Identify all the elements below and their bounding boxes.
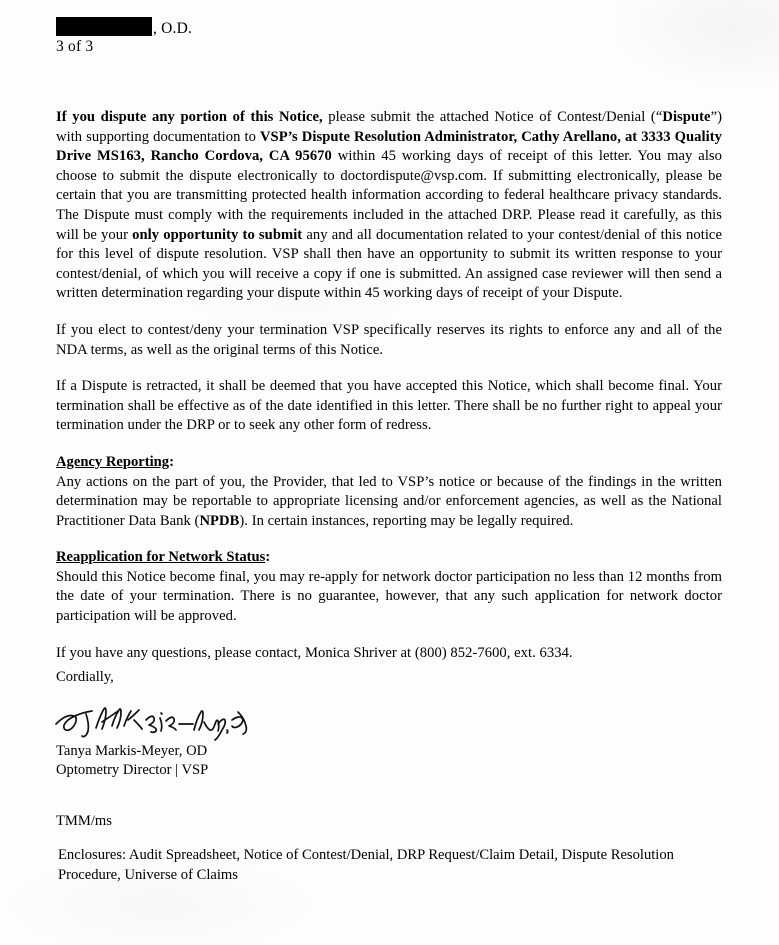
paragraph-contact: If you have any questions, please contact, Monica Shriver at (800) 852-7600, ext. 6334.	[56, 644, 573, 661]
dispute-text-e: any and all documentation related to your contest/denial of this notice for this level of dispute resolution. VSP shall then have an opportunity to submit its written response to your contest/denial, of which you will receive a copy if one is submitted. An assigned case reviewer will then send a written determination regarding your dispute within 45 working days of receipt of your Dispute.	[56, 226, 722, 302]
section-heading-agency-reporting	[56, 453, 722, 473]
signature-block	[56, 742, 208, 779]
dispute-text-c: ”) with supporting documentation to	[56, 109, 722, 145]
letter-header	[56, 12, 456, 56]
dispute-text-a: please submit the attached Notice of Contest/Denial (“	[322, 109, 663, 125]
section-heading-reapplication	[56, 548, 722, 568]
dispute-term-bold: Dispute	[662, 109, 711, 125]
paragraph-dispute-instructions	[56, 108, 722, 304]
section-agency-reporting	[56, 453, 722, 531]
redaction-bar	[56, 17, 152, 36]
reapplication-heading-text: Reapplication for Network Status	[56, 549, 266, 566]
dispute-lead-bold: If you dispute any portion of this Notice,	[56, 109, 323, 125]
agency-reporting-heading-colon: :	[169, 453, 174, 470]
paragraph-retraction: If a Dispute is retracted, it shall be deemed that you have accepted this Notice, which shall become final. Your termination shall be effective as of the date identified in this letter. There shall be no further right to appeal your termination under the DRP or to seek any other form of redress.	[56, 378, 722, 434]
closing-salutation: Cordially,	[56, 669, 114, 685]
dispute-address-bold: VSP’s Dispute Resolution Administrator, Cathy Arellano, at 3333 Quality Drive MS163, Rancho Cordova, CA 95670	[56, 128, 722, 165]
paragraph-agency-reporting	[56, 473, 722, 532]
agency-reporting-text-b: ). In certain instances, reporting may be legally required.	[239, 512, 574, 529]
letter-body	[56, 108, 722, 663]
handwritten-signature-icon	[52, 700, 252, 744]
page-count: 3 of 3	[56, 38, 94, 55]
agency-reporting-heading-text: Agency Reporting	[56, 453, 170, 470]
signer-name: Tanya Markis-Meyer, OD	[56, 743, 208, 759]
author-typist-initials: TMM/ms	[56, 813, 112, 829]
signer-title: Optometry Director | VSP	[56, 761, 209, 778]
recipient-name-suffix: , O.D.	[153, 19, 193, 37]
dispute-opportunity-bold: only opportunity to submit	[132, 226, 303, 243]
enclosures-list: Enclosures: Audit Spreadsheet, Notice of Contest/Denial, DRP Request/Claim Detail, Dispute Resolution Procedure, Universe of Claims	[58, 847, 674, 883]
paragraph-nda-terms: If you elect to contest/deny your termination VSP specifically reserves its rights to enforce any and all of the NDA terms, as well as the original terms of this Notice.	[56, 321, 722, 358]
section-reapplication	[56, 548, 722, 626]
paragraph-reapplication: Should this Notice become final, you may re-apply for network doctor participation no less than 12 months from the date of your termination. There is no guarantee, however, that any such application for network doctor participation will be approved.	[56, 568, 722, 625]
dispute-text-d: within 45 working days of receipt of this letter. You may also choose to submit the dispute electronically to doctordispute@vsp.com. If submitting electronically, please be certain that you are transmitting protected health information according to federal healthcare privacy standards. The Dispute must comply with the requirements included in the attached DRP. Please read it carefully, as this will be your	[56, 148, 722, 243]
npdb-abbreviation-bold: NPDB	[199, 512, 240, 529]
reapplication-heading-colon: :	[265, 549, 271, 566]
recipient-name-line	[56, 12, 456, 36]
agency-reporting-text-a: Any actions on the part of you, the Provider, that led to VSP’s notice or because of the findings in the written determination may be reportable to appropriate licensing and/or enforcement agencies, as well as the National Practitioner Data Bank (	[56, 473, 722, 529]
